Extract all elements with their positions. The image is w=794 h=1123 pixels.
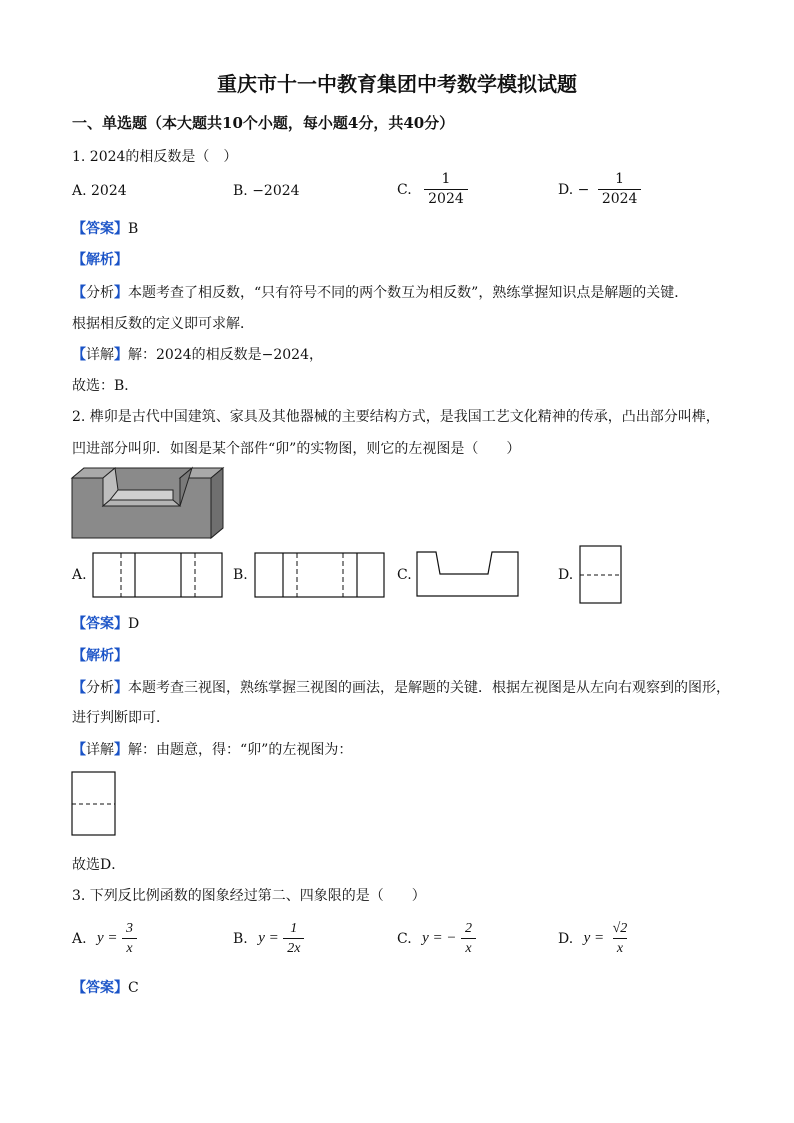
- q2-stem-line1: 2. 榫卯是古代中国建筑、家具及其他器械的主要结构方式，是我国工艺文化精神的传承，凸出部分叫榫，: [72, 409, 720, 425]
- q1-answer: 【答案】B: [72, 221, 139, 237]
- q2-option-d-figure: [579, 545, 623, 605]
- mortise-3d-figure: [70, 466, 226, 540]
- q1-option-a: A. 2024: [72, 183, 127, 199]
- q3-option-c: C. y = − $\frac{2}{x}$: [397, 921, 476, 957]
- q2-stem-line2: 凹进部分叫卯．如图是某个部件“卯”的实物图，则它的左视图是（ ）: [72, 441, 521, 457]
- q3-option-a: A. y = $\frac{3}{x}$: [72, 921, 137, 957]
- q3-answer: 【答案】C: [72, 980, 139, 996]
- q2-option-a-label: A.: [72, 567, 87, 583]
- q2-conclusion: 故选D．: [72, 857, 126, 873]
- q1-option-b: B. −2024: [233, 183, 300, 199]
- section-heading: 一、单选题（本大题共10个小题，每小题4分，共40分）: [72, 114, 455, 132]
- q2-answer: 【答案】D: [72, 616, 140, 632]
- q2-option-c-figure: [416, 550, 520, 598]
- q2-analysis-label: 【解析】: [72, 648, 128, 664]
- q3-option-d: D. y = $\frac{√2}{x}$: [558, 921, 628, 957]
- q1-option-c: C. $\frac{1}{2024}$: [397, 172, 468, 208]
- q2-fenxi: 【分析】本题考查三视图，熟练掌握三视图的画法，是解题的关键．根据左视图是从左向右观察到的图形，: [72, 680, 730, 696]
- q1-analysis-label: 【解析】: [72, 252, 128, 268]
- q3-option-b: B. y = $\frac{1}{2x}$: [233, 921, 304, 957]
- q2-xiangjie: 【详解】解：由题意，得：“卯”的左视图为：: [72, 742, 353, 758]
- q1-xiangjie: 【详解】解：2024的相反数是−2024，: [72, 347, 323, 363]
- q2-option-a-figure: [92, 552, 224, 598]
- q2-option-d-label: D.: [558, 567, 574, 583]
- q1-fenxi-cont: 根据相反数的定义即可求解．: [72, 316, 254, 332]
- page-title: 重庆市十一中教育集团中考数学模拟试题: [217, 72, 577, 96]
- q2-option-c-label: C.: [397, 567, 412, 583]
- q2-option-b-label: B.: [233, 567, 248, 583]
- q2-left-view-figure: [71, 771, 117, 837]
- q1-option-d: D. − $\frac{1}{2024}$: [558, 172, 641, 208]
- q1-fenxi: 【分析】本题考查了相反数，“只有符号不同的两个数互为相反数”，熟练掌握知识点是解题的关键．: [72, 285, 689, 301]
- q1-conclusion: 故选：B．: [72, 378, 139, 394]
- q2-fenxi-cont: 进行判断即可．: [72, 710, 170, 726]
- q3-stem: 3. 下列反比例函数的图象经过第二、四象限的是（ ）: [72, 888, 426, 904]
- q2-option-b-figure: [254, 552, 386, 598]
- q1-stem: 1. 2024的相反数是（ ）: [72, 149, 238, 165]
